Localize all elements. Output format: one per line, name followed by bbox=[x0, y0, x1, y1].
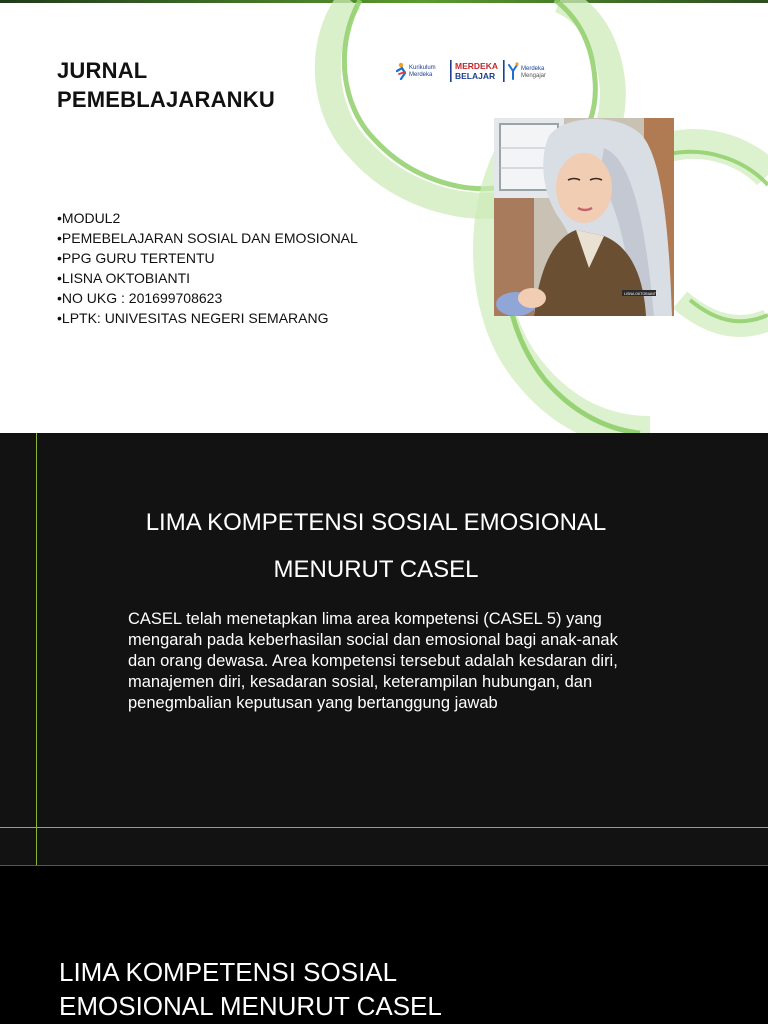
casel-heading-line-2: MENURUT CASEL bbox=[273, 556, 479, 583]
merdeka-mengajar-logo bbox=[509, 62, 546, 79]
merdeka-belajar-logo bbox=[455, 61, 498, 81]
svg-text:Mengajar: Mengajar bbox=[521, 73, 547, 79]
casel-section-title-line-2: EMOSIONAL MENURUT CASEL bbox=[59, 991, 442, 1021]
casel-section-title-line-1: LIMA KOMPETENSI SOSIAL bbox=[59, 957, 398, 987]
bullet-lptk: •LPTK: UNIVESITAS NEGERI SEMARANG bbox=[57, 310, 329, 326]
bullet-module: •MODUL2 bbox=[57, 210, 121, 226]
bullet-ukg-number: •NO UKG : 201699708623 bbox=[57, 290, 223, 306]
slide-1-title bbox=[0, 0, 768, 433]
journal-title-line-2: PEMEBLAJARANKU bbox=[57, 87, 275, 112]
svg-text:Kurikulum: Kurikulum bbox=[409, 65, 436, 71]
kurikulum-merdeka-logo bbox=[397, 63, 436, 79]
info-bullet-list bbox=[57, 208, 358, 328]
svg-text:Merdeka: Merdeka bbox=[409, 72, 433, 78]
journal-title bbox=[57, 56, 275, 114]
journal-title-line-1: JURNAL bbox=[57, 58, 148, 83]
svg-text:MERDEKA: MERDEKA bbox=[455, 61, 498, 71]
bullet-topic: •PEMEBELAJARAN SOSIAL DAN EMOSIONAL bbox=[57, 230, 358, 246]
casel-description: CASEL telah menetapkan lima area kompetensi (CASEL 5) yang mengarah pada keberhasilan social dan emosional bagi anak-anak dan orang dewasa. Area kompetensi tersebut adalah kesdaran diri, manajemen diri, kesadaran sosial, keterampilan hubungan, dan penegmbalian keputusan yang bertanggung jawab bbox=[128, 610, 618, 712]
svg-text:BELAJAR: BELAJAR bbox=[455, 71, 496, 81]
profile-photo bbox=[494, 118, 674, 316]
slide-3-casel-title bbox=[0, 866, 768, 1024]
casel-heading-line-1: LIMA KOMPETENSI SOSIAL EMOSIONAL bbox=[145, 509, 607, 536]
bullet-program: •PPG GURU TERTENTU bbox=[57, 250, 215, 266]
horizontal-accent-line bbox=[0, 827, 768, 828]
casel-heading bbox=[0, 499, 752, 593]
svg-text:LISNA OKTOBIANTI: LISNA OKTOBIANTI bbox=[624, 292, 657, 296]
svg-text:Merdeka: Merdeka bbox=[521, 66, 545, 72]
casel-section-title bbox=[59, 955, 579, 1023]
vertical-accent-line bbox=[36, 433, 37, 866]
merdeka-logos bbox=[396, 59, 556, 83]
slide-2-casel-intro bbox=[0, 433, 768, 866]
bullet-name: •LISNA OKTOBIANTI bbox=[57, 270, 191, 286]
